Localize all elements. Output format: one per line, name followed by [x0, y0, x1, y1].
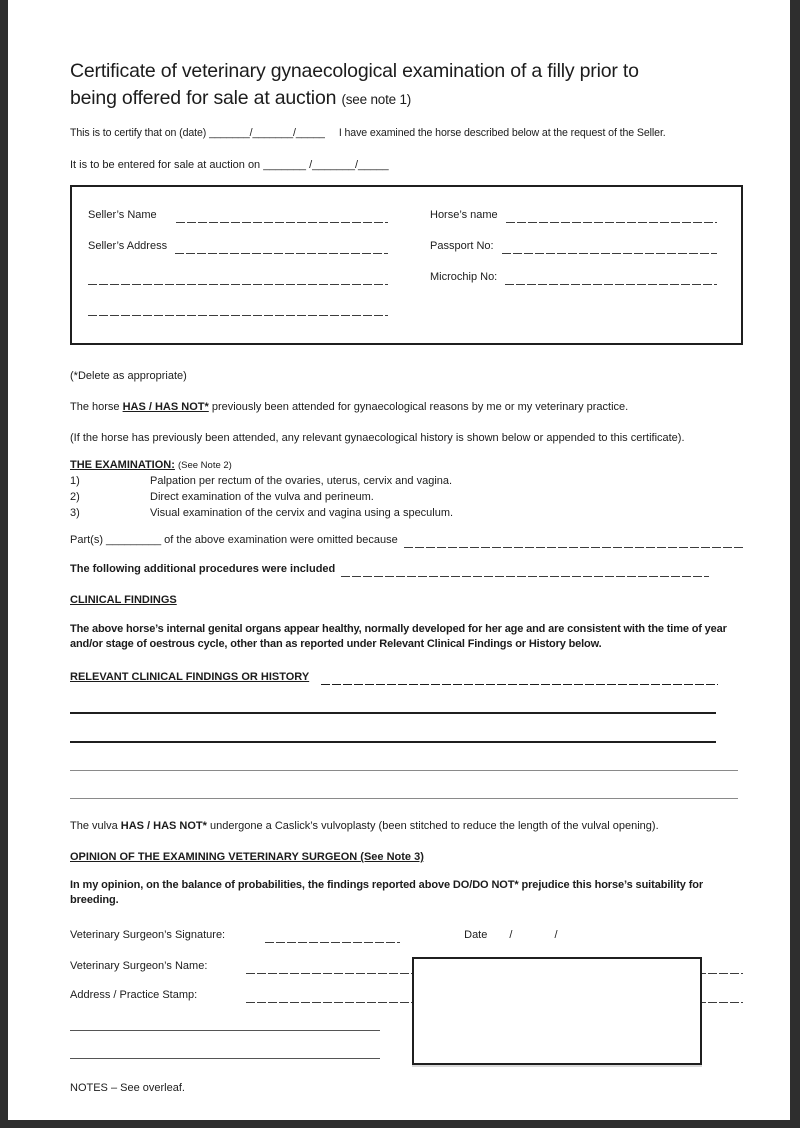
seller-name-row — [88, 207, 388, 223]
title-line-1: Certificate of veterinary gynaecological examination of a filly prior to — [70, 60, 639, 82]
caslick-statement — [70, 819, 743, 834]
findings-blank-line-4 — [70, 798, 738, 799]
microchip-row — [430, 269, 717, 285]
address-blank-line-1 — [70, 1030, 380, 1031]
opinion-heading: OPINION OF THE EXAMINING VETERINARY SURGEON (See Note 3) — [70, 851, 424, 863]
findings-blank-line-2 — [70, 741, 716, 743]
additional-procedures-blank — [341, 564, 709, 577]
title-line-2: being offered for sale at auction — [70, 87, 337, 109]
seller-address-blank — [175, 241, 388, 254]
signature-row — [70, 928, 743, 943]
date-slash-2: / — [554, 929, 558, 941]
horse-details-column — [430, 207, 717, 331]
microchip-blank — [505, 272, 717, 285]
microchip-label: Microchip No: — [430, 271, 498, 283]
signature-label: Veterinary Surgeon’s Signature: — [70, 929, 226, 941]
opinion-heading-row — [70, 850, 743, 865]
seller-name-blank — [176, 210, 388, 223]
exam-item-1 — [70, 473, 743, 489]
address-stamp-label: Address / Practice Stamp: — [70, 989, 198, 1001]
page-title — [70, 58, 743, 113]
seller-address-row — [88, 238, 388, 254]
certificate-content — [8, 0, 790, 1096]
exam-item-2-text: Direct examination of the vulva and perineum. — [150, 491, 374, 503]
additional-procedures-row — [70, 562, 743, 577]
horse-name-blank — [506, 210, 717, 223]
horse-attended-statement — [70, 400, 743, 415]
findings-blank-line-1 — [70, 712, 716, 714]
opinion-body: In my opinion, on the balance of probabilities, the findings reported above DO/DO NOT* prejudice this horse’s suitability for breeding. — [70, 879, 704, 906]
relevant-findings-heading: RELEVANT CLINICAL FINDINGS OR HISTORY — [70, 671, 310, 683]
examination-heading-row — [70, 458, 743, 473]
seller-horse-details-box — [70, 185, 743, 345]
delete-as-appropriate-note: (*Delete as appropriate) — [70, 370, 187, 382]
exam-item-2 — [70, 489, 743, 505]
auction-statement: It is to be entered for sale at auction on _______ /_______/_____ — [70, 159, 389, 171]
passport-row — [430, 238, 717, 254]
clinical-findings-heading-row — [70, 593, 743, 608]
seller-details-column — [88, 207, 388, 331]
parts-omitted-row — [70, 533, 743, 548]
clinical-findings-heading: CLINICAL FINDINGS — [70, 594, 177, 606]
vet-name-label: Veterinary Surgeon’s Name: — [70, 960, 208, 972]
caslick-post: undergone a Caslick’s vulvoplasty (been stitched to reduce the length of the vulval opening). — [206, 820, 659, 832]
title-note: (see note 1) — [341, 92, 412, 107]
seller-address-row-2 — [88, 269, 388, 285]
additional-procedures-label: The following additional procedures were included — [70, 563, 336, 575]
caslick-pre: The vulva — [70, 820, 121, 832]
date-label: Date — [464, 929, 488, 941]
seller-address-blank-2 — [88, 272, 388, 285]
parts-omitted-blank — [404, 535, 743, 548]
seller-address-row-3 — [88, 300, 388, 316]
practice-stamp-box — [412, 957, 702, 1065]
seller-name-label: Seller’s Name — [88, 209, 157, 221]
previously-attended-note: (If the horse has previously been attended, any relevant gynaecological history is shown below or appended to this certificate). — [70, 432, 685, 444]
relevant-findings-row — [70, 670, 743, 685]
relevant-findings-blank — [321, 672, 718, 685]
horse-name-row — [430, 207, 717, 223]
exam-item-1-number: 1) — [70, 475, 80, 487]
certify-statement — [70, 126, 743, 141]
address-blank-line-2 — [70, 1058, 380, 1059]
exam-item-1-text: Palpation per rectum of the ovaries, uterus, cervix and vagina. — [150, 475, 453, 487]
passport-blank — [502, 241, 717, 254]
attended-pre: The horse — [70, 401, 123, 413]
exam-item-3-text: Visual examination of the cervix and vagina using a speculum. — [150, 507, 454, 519]
parts-omitted-text: Part(s) _________ of the above examination were omitted because — [70, 534, 398, 546]
attended-has-hasnot: HAS / HAS NOT* — [122, 401, 209, 413]
certify-text: I have examined the horse described below at the request of the Seller. — [338, 127, 666, 139]
horse-name-label: Horse’s name — [430, 209, 498, 221]
examination-heading: THE EXAMINATION: — [70, 459, 175, 471]
caslick-has-hasnot: HAS / HAS NOT* — [120, 820, 207, 832]
exam-item-3 — [70, 505, 743, 521]
certify-date-blanks: This is to certify that on (date) _______/_______/_____ — [70, 127, 325, 139]
notes-overleaf-text: NOTES – See overleaf. — [70, 1082, 185, 1094]
exam-item-3-number: 3) — [70, 507, 80, 519]
exam-item-2-number: 2) — [70, 491, 80, 503]
certificate-page — [8, 0, 790, 1120]
passport-label: Passport No: — [430, 240, 494, 252]
findings-blank-line-3 — [70, 770, 738, 771]
examination-note: (See Note 2) — [177, 460, 232, 471]
seller-address-label: Seller’s Address — [88, 240, 168, 252]
clinical-findings-body: The above horse’s internal genital organs appear healthy, normally developed for her age and are consistent with the time of year and/or stage of oestrous cycle, other than as reported under Relevant Clinical Findings or History below. — [70, 623, 727, 650]
seller-address-blank-3 — [88, 303, 388, 316]
signature-blank — [265, 930, 400, 943]
date-slash-1: / — [509, 929, 513, 941]
attended-post: previously been attended for gynaecological reasons by me or my veterinary practice. — [208, 401, 629, 413]
